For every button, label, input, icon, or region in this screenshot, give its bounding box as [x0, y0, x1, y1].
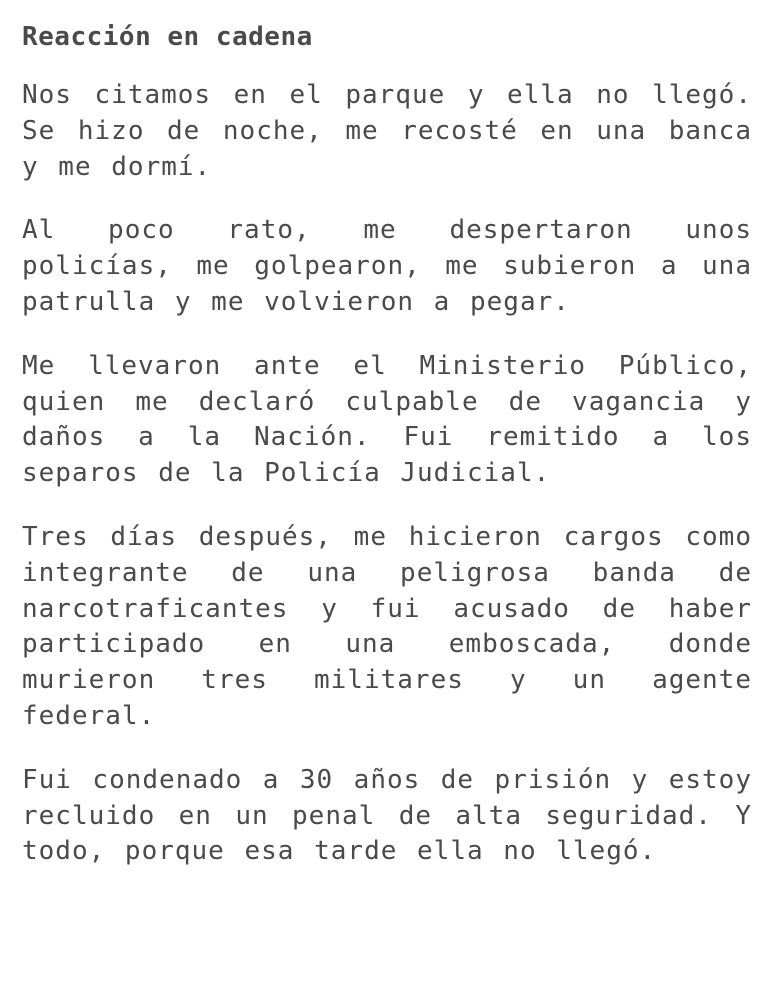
paragraph-1: Nos citamos en el parque y ella no llegó. Se hizo de noche, me recosté en una banca y me dormí.: [22, 80, 752, 182]
paragraph-4: Tres días después, me hicieron cargos como integrante de una peligrosa banda de narcotraficantes y fui acusado de haber participado en una emboscada, donde murieron tres militares y un agente federal.: [22, 521, 752, 731]
paragraph-2: Al poco rato, me despertaron unos policías, me golpearon, me subieron a una patrulla y me volvieron a pegar.: [22, 215, 752, 317]
paragraph-5: Fui condenado a 30 años de prisión y estoy recluido en un penal de alta seguridad. Y todo, porque esa tarde ella no llegó.: [22, 764, 752, 867]
document-title: Reacción en cadena: [22, 22, 313, 52]
document-page: [22, 18, 752, 898]
paragraph-3: Me llevaron ante el Ministerio Público, quien me declaró culpable de vagancia y daños a la Nación. Fui remitido a los separos de la Policía Judicial.: [22, 350, 752, 489]
